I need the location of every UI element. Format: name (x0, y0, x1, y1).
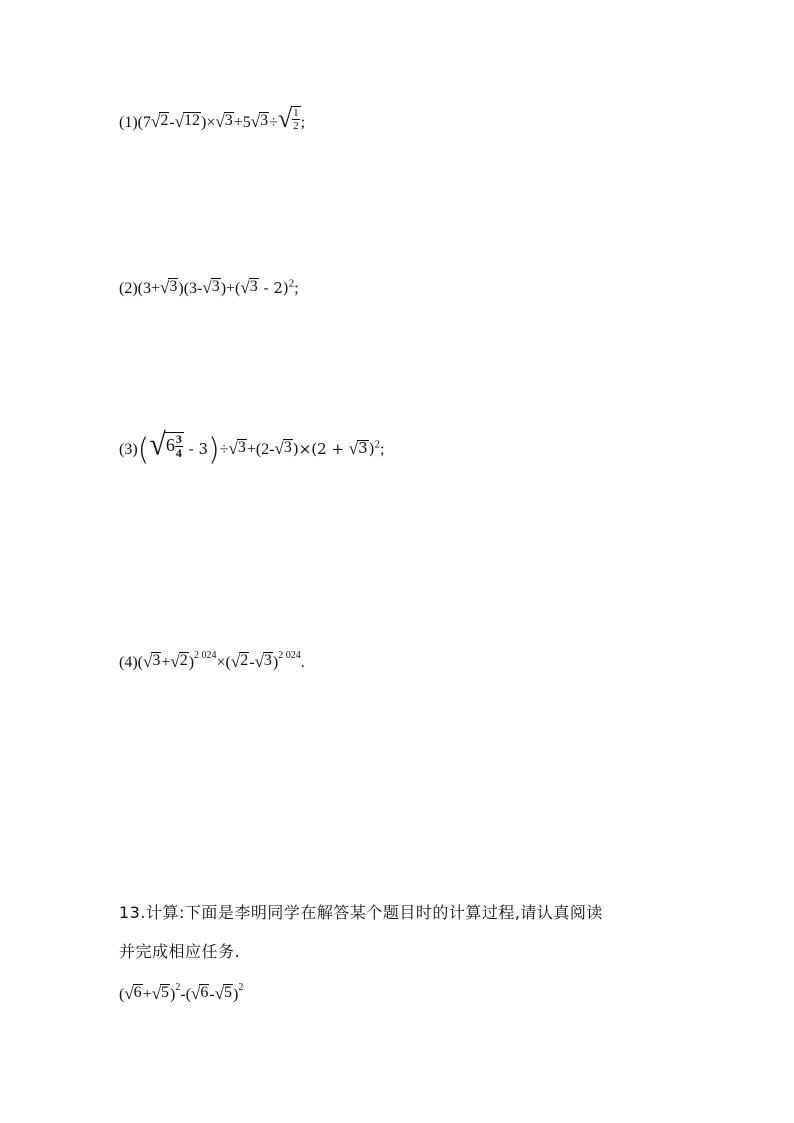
exponent-2024: 2 024 (194, 650, 217, 662)
sqrt-3-c: √ 3 (348, 439, 368, 458)
sqrt-3-b: √ 3 (274, 439, 292, 458)
sqrt-2: √ 2 (150, 112, 169, 132)
problem-3: (3)( √ 6 $\frac{3}{4}$ - 3)÷ √ 3 +(2- √ 3 )×(2 + √ 3 )$^2$; (119, 427, 385, 468)
problem-1-label: (1) (119, 114, 138, 132)
sqrt-5: √ 5 (151, 983, 170, 1003)
left-big-paren: ( (137, 432, 150, 468)
question-13-line-1: 13.计算:下面是李明同学在解答某个题目时的计算过程,请认真阅读 (119, 903, 603, 922)
sqrt-mixed-number: √ 6 $\frac{3}{4}$ (149, 427, 182, 462)
fraction-half: $\frac{1}{2}$ (293, 107, 299, 133)
fraction-three-quarters: $\frac{3}{4}$ (175, 431, 182, 460)
sqrt-3: √ 3 (228, 439, 246, 458)
sqrt-3-c: √ 3 (240, 277, 258, 297)
exponent-2024-b: 2 024 (278, 650, 301, 662)
sqrt-2-b: √ 2 (230, 651, 249, 671)
sqrt-6-b: √ 6 (191, 983, 209, 1003)
problem-3-label: (3) (119, 441, 138, 458)
exponent: 2 (175, 982, 181, 994)
question-13-expression: ( √ 6 + √ 5 )$^2$-( √ 6 - √ 5 )$^2$ (119, 982, 244, 1003)
sqrt-3-b: √ 3 (250, 112, 269, 132)
problem-1: (1)(7 √ 2 - √ 12 )× √ 3 +5 √ 3 ÷ √ $\frac{1}{2}$ ; (119, 104, 306, 134)
sqrt-3: √ 3 (160, 277, 178, 297)
sqrt-3: √ 3 (215, 112, 233, 132)
sqrt-3: √ 3 (142, 651, 161, 671)
exponent-b: 2 (238, 982, 244, 994)
question-13-line-2: 并完成相应任务. (119, 942, 241, 961)
sqrt-half: √ $\frac{1}{2}$ (277, 104, 299, 134)
sqrt-2: √ 2 (170, 651, 188, 671)
right-big-paren: ) (208, 432, 220, 468)
exponent: 2 (288, 277, 295, 290)
problem-2-label: (2) (119, 279, 138, 297)
sqrt-5-b: √ 5 (214, 983, 233, 1003)
sqrt-12: √ 12 (174, 112, 200, 132)
problem-4: (4)( √ 3 + √ 2 )$^{2 024}$×( √ 2 - √ 3 )$^{2 024}$. (119, 650, 305, 671)
sqrt-3-b: √ 3 (254, 651, 272, 671)
exponent: 2 (374, 438, 381, 451)
problem-2: (2)(3+ √ 3 )(3- √ 3 )+( √ 3 - 2)$^2$; (119, 277, 299, 297)
problem-4-label: (4) (119, 653, 138, 671)
sqrt-3-b: √ 3 (202, 277, 220, 297)
sqrt-6: √ 6 (124, 983, 142, 1003)
